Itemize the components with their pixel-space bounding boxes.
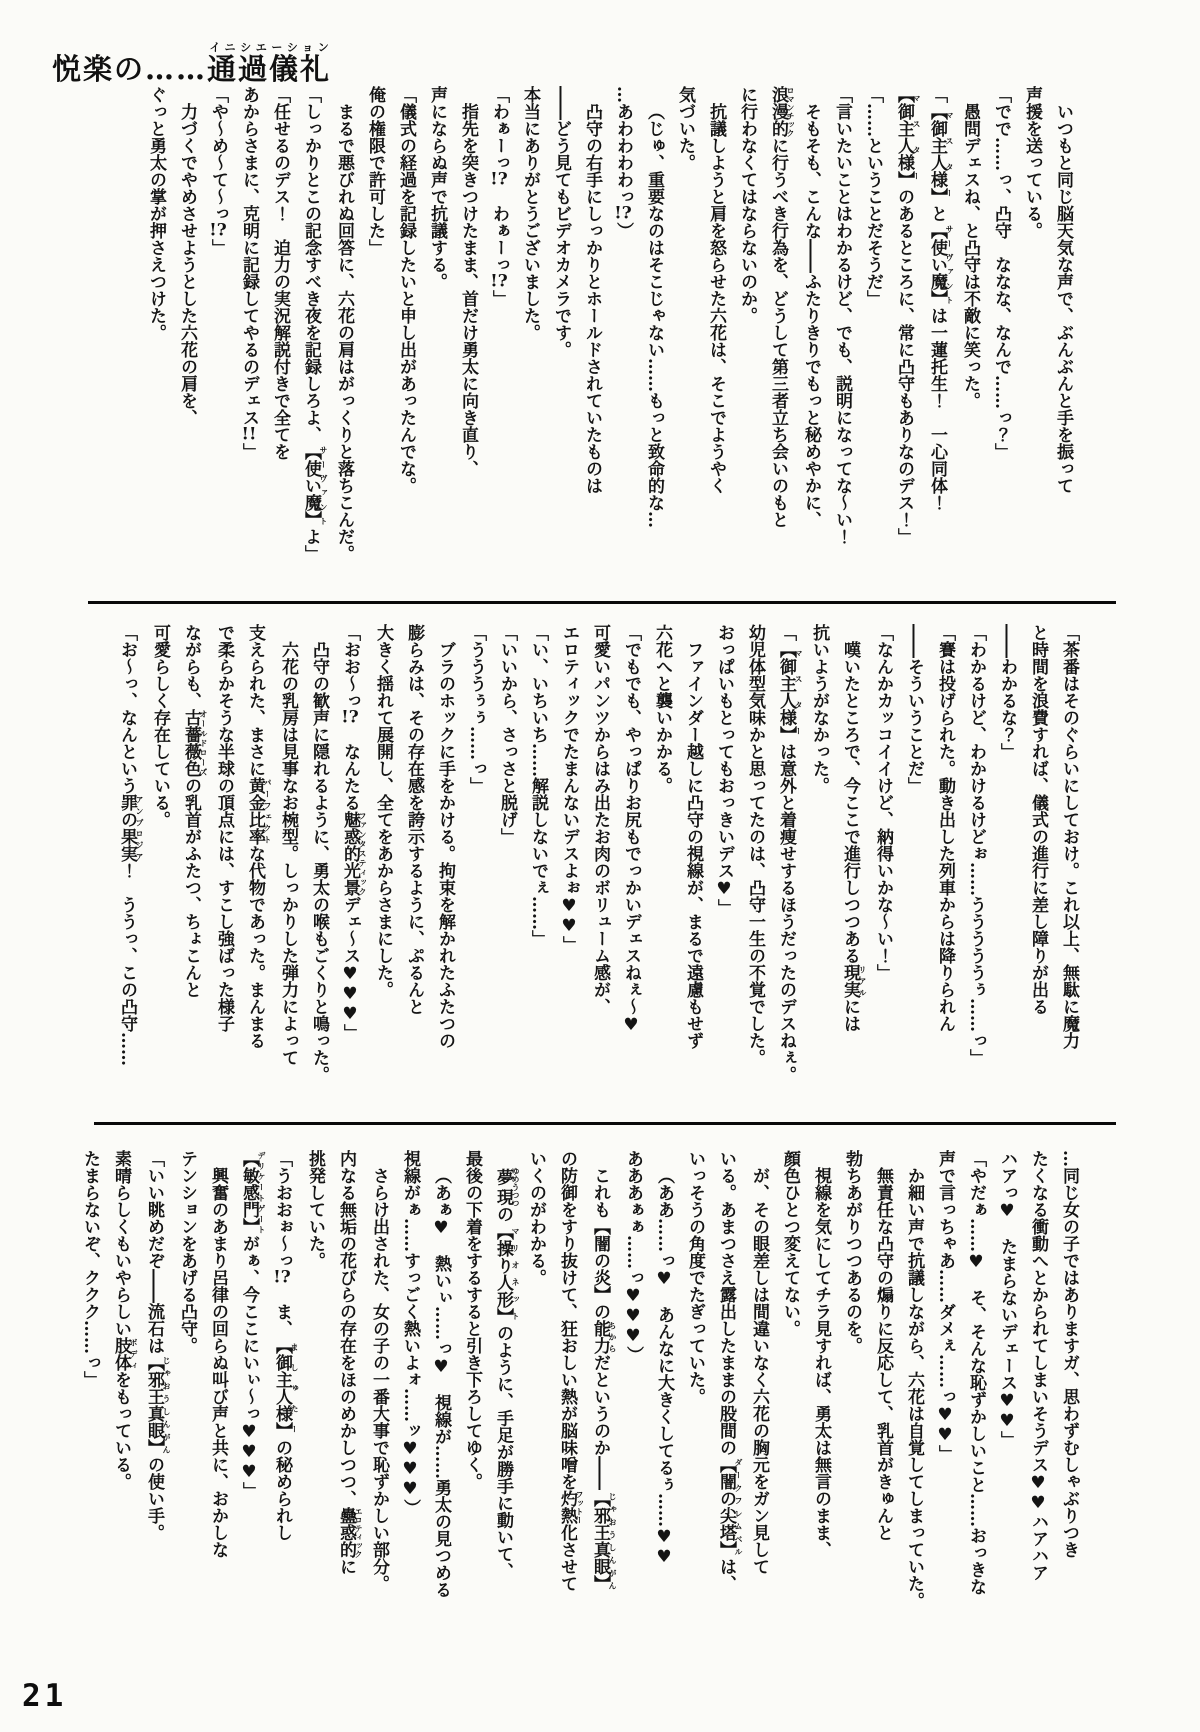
tate-chu-yoko: !?	[341, 709, 359, 726]
text-column: …あわわわわっ!?）	[613, 86, 633, 239]
text-column: いつもと同じ脳天気な声で、ぶんぶんと手を振って	[1053, 103, 1073, 494]
text-column: 内なる無垢の花びらの存在をほのめかしつつ、蠱惑的エロティックに	[336, 1150, 364, 1575]
text-column: 愚問デェスね、と凸守は不敵に笑った。	[960, 103, 980, 409]
text-column: 「でもでも、やっぱりお尻もでっかいデェスねぇ～♥	[621, 624, 641, 1035]
text-column: 顔色ひとつ変えてない。	[780, 1150, 800, 1337]
text-column: 可愛いパンツからはみ出たお肉のボリューム感が、	[590, 624, 610, 1015]
ruby-annotated-word: 【邪王真眼】じゃおうしんがん	[590, 1490, 618, 1592]
text-column: 「わぁーっ!? わぁーっ!?」	[489, 86, 509, 307]
text-column: に行わなくてはならないのか。	[737, 86, 757, 324]
text-column: 声にならぬ声で抗議する。	[427, 86, 447, 290]
text-column: まるで悪びれぬ回答に、六花の肩はがっくりと落ちこんだ。	[334, 103, 354, 562]
text-column: 挑発していた。	[305, 1150, 325, 1269]
text-column: 浪漫的ロマンチックに行うべき行為を、どうして第三者立ち会いのもと	[768, 86, 796, 528]
text-column: 「【御主人様】マスターと【使い魔】サーヴァントは一蓮托生！ 一心同体！	[927, 86, 955, 511]
tate-chu-yoko: !?	[614, 205, 632, 222]
ruby-annotated-word: 魅惑的光景ファンタスティック	[340, 811, 368, 896]
ruby-annotated-word: 【闇の尖塔】ダークフレムベル	[716, 1456, 744, 1558]
ruby-annotated-word: 古薔薇色オールドローズ	[181, 709, 209, 777]
ruby-annotated-word: 現実リアル	[840, 964, 868, 998]
ruby-annotated-word: 通過儀礼イニシエーション	[207, 41, 332, 87]
text-block-1	[140, 86, 1078, 608]
page-number: 21	[22, 1678, 68, 1714]
text-column: 本当にありがとうございました。	[520, 86, 540, 341]
text-column: 六花の乳房は見事なお椀型。しっかりした弾力によって	[278, 641, 298, 1066]
text-column: 「おお～っ!? なんたる魅惑的光景ファンタスティックデェ～ス♥♥♥」	[340, 624, 368, 1041]
text-column: 「儀式の経過を記録したいと申し出があったんでな。	[396, 86, 416, 494]
text-column: いっそうの角度でたぎっていた。	[685, 1150, 705, 1405]
ruby-annotated-word: 【使い魔】サーヴァント	[927, 222, 955, 307]
ruby-annotated-word: 能力ちから	[590, 1320, 618, 1354]
text-block-3	[74, 1150, 1084, 1620]
text-column: 無責任な凸守の煽りに反応して、乳首がきゅんと	[873, 1167, 893, 1541]
text-column: そもそも、こんな――ふたりきりでもっと秘めやかに、	[801, 103, 821, 528]
text-column: 声援を送っている。	[1022, 86, 1042, 239]
text-column: か細い声で抗議しながら、六花は自覚してしまっていた。	[904, 1167, 924, 1609]
section-divider-2	[94, 1122, 1116, 1125]
ruby-annotated-word: 【敏感門】デリケートゲート	[239, 1150, 267, 1235]
text-column: ファインダー越しに凸守の視線が、まるで遠慮もせず	[683, 641, 703, 1049]
text-column: ブラのホックに手をかける。拘束を解かれたふたつの	[435, 641, 455, 1049]
text-column: 抗いようがなかった。	[809, 624, 829, 794]
text-column: たまらないぞ、ククク……っ」	[80, 1150, 100, 1388]
text-column: 抗議しようと肩を怒らせた六花は、そこでようやく	[706, 103, 726, 494]
text-column: 力づくでやめさせようとした六花の肩を、	[177, 103, 197, 426]
text-column: 六花へと襲いかかる。	[652, 624, 672, 794]
text-column: 「や～め～て～っ!?」	[208, 86, 228, 256]
text-column: 膨らみは、その存在感を誇示するように、ぷるんと	[404, 624, 424, 1015]
ruby-annotated-word: 【操り人形】マリオネット	[493, 1222, 521, 1325]
ruby-annotated-word: 【御主人様】マスター	[927, 103, 955, 205]
text-column: テンションをあげる凸守。	[177, 1150, 197, 1354]
text-column: 視線がぁ……すっごく熱いよォ……ッ♥♥♥）	[400, 1150, 420, 1516]
text-column: さらけ出された、女の子の一番大事で恥ずかしい部分。	[369, 1167, 389, 1592]
text-column: あからさまに、克明に記録してやるのデェス!!」	[239, 86, 259, 460]
tate-chu-yoko: !?	[490, 171, 508, 188]
text-column: 指先を突きつけたまま、首だけ勇太に向き直り、	[458, 103, 478, 477]
ruby-annotated-word: 肢体ボディ	[111, 1337, 139, 1371]
text-column: 可愛らしく存在している。	[150, 624, 170, 828]
text-column: 俺の権限で許可した」	[365, 86, 385, 256]
text-column: 「うううぅぅ……っ」	[466, 624, 486, 794]
text-column: 視線を気にしてチラ見すれば、勇太は無言のまま、	[811, 1167, 831, 1558]
text-column: 凸守の歓声に隠れるように、勇太の喉もごくりと鳴った。	[309, 641, 329, 1083]
text-column: ハアっ♥ たまらないデェース♥♥」	[997, 1150, 1017, 1448]
text-column: 「しっかりとこの記念すべき夜を記録しろよ、【使い魔】サーヴァントよ」	[301, 86, 329, 562]
ruby-annotated-word: 浪漫的ロマンチック	[768, 86, 796, 137]
tate-chu-yoko: !?	[209, 222, 227, 239]
tate-chu-yoko: !?	[273, 1269, 291, 1286]
text-column: で柔らかそうな半球の頂点には、すこし強ばった様子	[214, 624, 234, 1032]
text-column: エロティックでたまんないデスよぉ♥♥」	[559, 624, 579, 953]
text-column: 【敏感門】デリケートゲートがぁ、今ここにいぃ～っ♥♥♥」	[239, 1150, 267, 1499]
text-column: 勃ちあがりつつあるのを。	[842, 1150, 862, 1354]
text-column: 「わかるけど、わかけるけどぉ……うううううぅ……っ」	[966, 624, 986, 1066]
text-column: 「うおおぉ～っ!? ま、【御主人様】ましゅたーの秘められし	[272, 1150, 300, 1541]
text-column: あああぁぁ……っ♥♥♥）	[623, 1150, 643, 1363]
text-column: と時間を浪費すれば、儀式の進行に差し障りが出る	[1028, 624, 1048, 1015]
text-column: 夢現ゆめうつつの【操り人形】マリオネットのように、手足が勝手に動いて、	[493, 1167, 521, 1580]
text-column: 「……ということだそうだ」	[863, 86, 883, 307]
text-column: 素晴らしくもいやらしい肢体ボディをもっている。	[111, 1150, 139, 1490]
text-column: これも【闇の炎】の能力ちからだというのか――【邪王真眼】じゃおうしんがん	[590, 1167, 618, 1592]
ruby-annotated-word: 【使い魔】サーヴァント	[301, 443, 329, 528]
text-column: 最後の下着をするすると引き下ろしてゆく。	[462, 1150, 482, 1490]
text-column: ――そういうことだ」	[904, 624, 924, 794]
ruby-annotated-word: 【邪王真眼】じゃおうしんがん	[144, 1354, 172, 1456]
ruby-annotated-word: 【御主人様】マスター	[894, 86, 922, 188]
text-column: おっぱいもとってもおっきいデス♥」	[714, 624, 734, 916]
text-column: （じゅ、重要なのはそこじゃない……もっと致命的な…	[644, 103, 664, 528]
text-column: 「茶番はそのぐらいにしておけ。これ以上、無駄に魔力	[1059, 624, 1079, 1049]
text-column: 「い、いちいち……解説しないでぇ……」	[528, 624, 548, 947]
text-column: 【御主人様】マスターのあるところに、常に凸守もありなのデス！」	[894, 86, 922, 545]
text-column: ――どう見てもビデオカメラです。	[551, 86, 571, 358]
text-column: ぐっと勇太の掌が押さえつけた。	[146, 86, 166, 341]
text-column: 嘆いたところで、今ここで進行しつつある現実リアルには	[840, 641, 868, 1032]
text-column: （あぁ♥ 熱いぃ……っ♥ 視線が……勇太の見つめる	[431, 1167, 451, 1598]
ruby-annotated-word: 蠱惑的エロティック	[336, 1507, 364, 1558]
text-column: 「言いたいことはわかるけど、でも、説明になってな～い！	[832, 86, 852, 545]
ruby-annotated-word: 夢現ゆめうつつ	[493, 1167, 521, 1207]
text-column: …同じ女の子ではありますガ、思わずむしゃぶりつき	[1059, 1150, 1079, 1558]
text-column: 「でで……っ、凸守 ななな、なんで……っ？」	[991, 86, 1011, 460]
ruby-annotated-word: 【御主人様】ましゅたー	[272, 1337, 300, 1439]
text-column: 「いいから、さっさと脱げ」	[497, 624, 517, 845]
text-column: 「いい眺めだぞ――流石は【邪王真眼】じゃおうしんがんの使い手。	[144, 1150, 172, 1541]
text-column: 気づいた。	[675, 86, 695, 171]
text-block-2	[111, 624, 1084, 1104]
text-column: ながらも、古薔薇色オールドローズの乳首がふたつ、ちょこんと	[181, 624, 209, 998]
text-column: 「なんかカッコイイけど、納得いかな～い！」	[873, 624, 893, 981]
ruby-annotated-word: 【御主人様】マスター	[776, 641, 804, 743]
text-column: いる。あまつさえ露出したままの股間の【闇の尖塔】ダークフレムベルは、	[716, 1150, 744, 1592]
text-column: 凸守の右手にしっかりとホールドされていたものは	[582, 103, 602, 494]
text-column: 「任せるのデス！ 迫力の実況解説付きで全てを	[270, 86, 290, 460]
text-column: 「お～っ、なんという罪の果実アンブロジア！ ううっ、この凸守……	[117, 624, 145, 1066]
text-column: （ああ……っ♥ あんなに大きくしてるぅ……♥♥	[654, 1167, 674, 1567]
text-column: 大きく揺れて展開し、全てをあからさまにした。	[373, 624, 393, 998]
text-column: 「やだぁ……♥ そ、そんな恥ずかしいこと……おっきな	[966, 1150, 986, 1595]
text-column: 幼児体型気味かと思ってたのは、凸守一生の不覚でした。	[745, 624, 765, 1066]
tate-chu-yoko: !?	[490, 273, 508, 290]
tate-chu-yoko: !!	[241, 426, 257, 443]
text-column: が、その眼差しは間違いなく六花の胸元をガン見して	[749, 1167, 769, 1575]
text-column: いくのがわかる。	[526, 1150, 546, 1286]
text-column: たくなる衝動へとかられてしまいそうデス♥♥ハアハア	[1028, 1150, 1048, 1581]
text-column: 興奮のあまり呂律の回らぬ叫び声と共に、おかしな	[208, 1167, 228, 1558]
text-column: ――わかるな？」	[997, 624, 1017, 760]
text-column: 「賽は投げられた。動き出した列車からは降りられん	[935, 624, 955, 1032]
text-column: 「【御主人様】マスターは意外と着痩せするほうだったのデスねぇ。	[776, 624, 804, 1083]
text-column: 支えられた、まさに黄金比率パーフェクトな代物であった。まんまる	[245, 624, 273, 1049]
ruby-annotated-word: 灼熱フットー	[557, 1490, 585, 1524]
text-column: 声で言っちゃあ……ダメぇ……っ♥♥」	[935, 1150, 955, 1462]
page-title: 悦楽の……通過儀礼イニシエーション	[52, 41, 332, 87]
ruby-annotated-word: 罪の果実アンブロジア	[117, 794, 145, 862]
ruby-annotated-word: 黄金比率パーフェクト	[245, 777, 273, 845]
section-divider-1	[88, 601, 1116, 604]
text-column: の防御をすり抜けて、狂おしい熱が脳味噌を灼熱フットー化させて	[557, 1150, 585, 1592]
